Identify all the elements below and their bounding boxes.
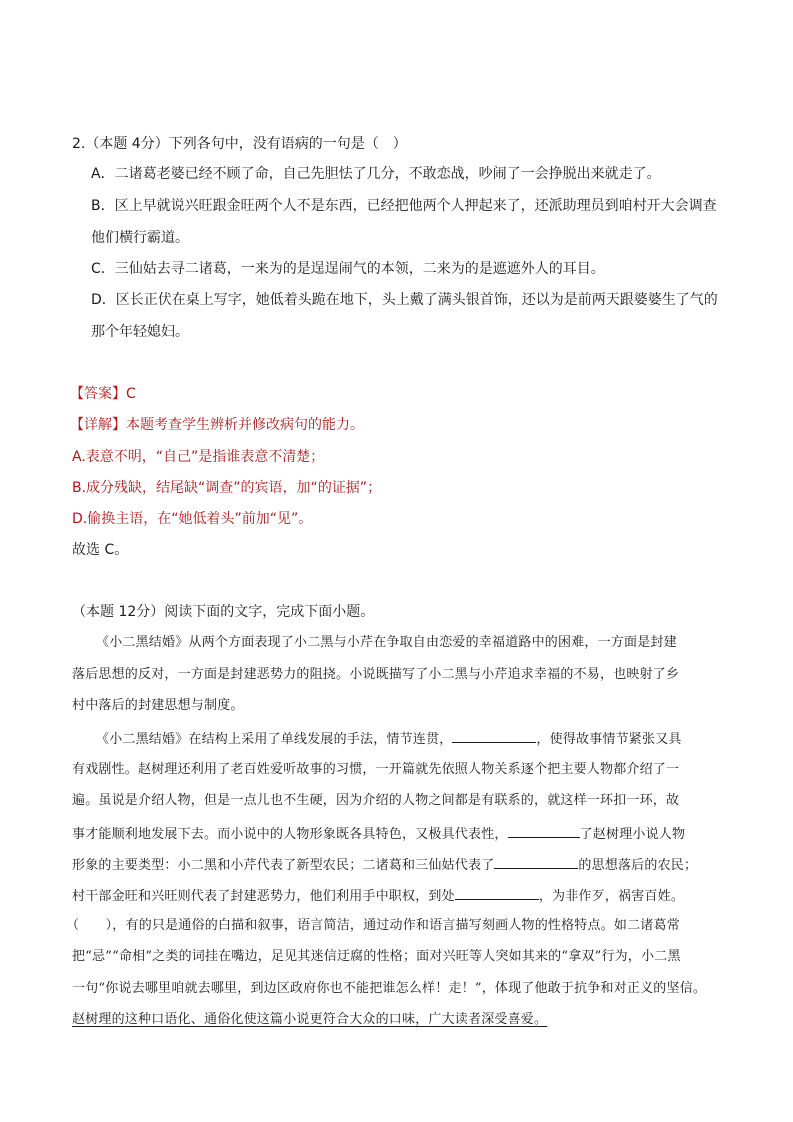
option-d-line-2: 那个年轻媳妇。 [91, 324, 189, 340]
passage-p2-line-9: 一句“你说去哪里咱就去哪里，到边区政府你也不能把谁怎么样！走！”，体现了他敢于抗争和对正义的坚信。 [72, 981, 707, 996]
passage-p2-line-8: 把“忌”“命相”之类的词挂在嘴边，足见其迷信迂腐的性格；面对兴旺等人突如其来的“拿双”行为，小二黑 [72, 949, 681, 964]
passage-p2-line-7: （ ），有的只是通俗的白描和叙事，语言简洁，通过动作和语言描写刻画人物的性格特点。如二诸葛常 [66, 918, 680, 933]
passage-text: 《小二黑结婚》在结构上采用了单线发展的手法，情节连贯， [96, 732, 453, 747]
passage-text: 形象的主要类型：小二黑和小芹代表了新型农民；二诸葛和三仙姑代表了 [72, 858, 495, 873]
answer-line [70, 384, 136, 404]
passage-text: 了赵树理小说人物 [579, 827, 686, 842]
option-c: C．三仙姑去寻二诸葛，一来为的是逞逞闹气的本领，二来为的是遮遮外人的耳目。 [91, 261, 605, 277]
passage-p1-line-3: 村中落后的封建思想与制度。 [72, 698, 244, 713]
detail-text: 本题考查学生辨析并修改病句的能力。 [126, 417, 364, 433]
section-header: （本题 12分）阅读下面的文字，完成下面小题。 [72, 604, 375, 620]
passage-p2-line-6 [72, 885, 684, 907]
answer-value: C [126, 386, 136, 402]
passage-text: 村干部金旺和兴旺则代表了封建恶势力，他们利用手中职权，到处 [72, 889, 455, 904]
fill-blank-2 [508, 823, 580, 838]
passage-text: ，使得故事情节紧张又具 [536, 732, 682, 747]
detail-b: B.成分残缺，结尾缺“调查”的宾语，加“的证据”； [72, 480, 382, 496]
passage-p2-line-2: 有戏剧性。赵树理还利用了老百姓爱听故事的习惯，一开篇就先依照人物关系逐个把主要人物都介绍了一 [72, 762, 680, 777]
passage-p2-line-3: 遍。虽说是介绍人物，但是一点儿也不生硬，因为介绍的人物之间都是有联系的，就这样一环扣一环，故 [72, 793, 680, 808]
conclusion: 故选 C。 [72, 542, 129, 558]
passage-p1-line-1: 《小二黑结婚》从两个方面表现了小二黑与小芹在争取自由恋爱的幸福道路中的困难，一方面是封建 [96, 635, 677, 650]
passage-text: ，为非作歹，祸害百姓。 [538, 889, 685, 904]
passage-text: 事才能顺利地发展下去。而小说中的人物形象既各具特色，又极具代表性， [72, 827, 508, 842]
passage-p2-underlined-sentence: 赵树理的这种口语化、通俗化使这篇小说更符合大众的口味，广大读者深受喜爱。 [72, 1012, 548, 1027]
question-2-stem: 2.（本题 4分）下列各句中，没有语病的一句是（ ） [72, 136, 407, 152]
option-d-line-1: D．区长正伏在桌上写字，她低着头跪在地下，头上戴了满头银首饰，还以为是前两天跟婆婆生了气的 [91, 292, 718, 308]
detail-a: A.表意不明，“自己”是指谁表意不清楚； [72, 449, 325, 465]
passage-text: 的思想落后的农民； [578, 858, 698, 873]
passage-p2-line-4 [72, 823, 685, 845]
answer-label: 【答案】 [70, 386, 126, 402]
option-b-line-2: 他们横行霸道。 [91, 230, 189, 246]
option-b-line-1: B．区上早就说兴旺跟金旺两个人不是东西，已经把他两个人押起来了，还派助理员到咱村开大会调查 [91, 198, 717, 214]
fill-blank-1 [452, 728, 536, 743]
passage-p2-line-5 [72, 854, 697, 876]
fill-blank-3 [494, 854, 578, 869]
detail-d: D.偷换主语，在“她低着头”前加“见”。 [72, 511, 313, 527]
option-a: A．二诸葛老婆已经不顾了命，自己先胆怯了几分，不敢恋战，吵闹了一会挣脱出来就走了。 [91, 166, 661, 182]
passage-p2-line-1 [96, 728, 682, 750]
detail-label: 【详解】 [70, 417, 126, 433]
fill-blank-4 [455, 885, 539, 900]
passage-p1-line-2: 落后思想的反对，一方面是封建恶势力的阻挠。小说既描写了小二黑与小芹追求幸福的不易，也映射了乡 [72, 667, 680, 682]
detail-line [70, 415, 364, 435]
